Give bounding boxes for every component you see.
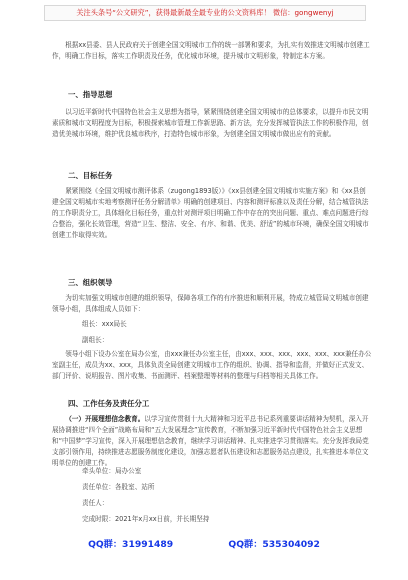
office-paragraph: 领导小组下设办公室在局办公室，由xxx兼任办公室主任，由xxx、xxx、xxx、xxx、xxx、xxx兼任办公室副主任，成员为xx、xxx，具体负责全局创建文明城市工作的组织、协调、指导和监督，并做好正式发文、部门评价、说明报告、图片收集、书面测评、档案整理等材料的整理与归档等相关具体工作。	[52, 350, 372, 380]
section-4-title: 四、工作任务及责任分工	[68, 399, 150, 408]
item-1-text: 以学习宣传贯彻十九大精神和习近平总书记系列重要讲话精神为契机，深入开展协调推进“四个全面”战略布局和“五大发展理念”宣传教育，不断加强习近平新时代中国特色社会主义思想和“中国梦”学习宣传，深入开展理想信念教育，继续学习讲话精神、扎实推进学习贯彻落实。充分发挥我局党支部引领作用，持续推进志愿服务制度化建设，加强志愿者队伍建设和志愿服务站点建设，扎实推进本单位文明单位的创建工作。	[52, 415, 369, 467]
section-3-title: 三、组织领导	[68, 278, 113, 287]
section-1-text: 以习近平新时代中国特色社会主义思想为指导，紧紧围绕创建全国文明城市的总体要求，以提升市民文明素质和城市文明程度为目标，积极探索城市管理工作新思路、新方法，充分发挥城管执法工作的积极作用，创造优美城市环境，维护优良城市秩序，打造特色城市形象，为创建全国文明城市做出应有的贡献。	[52, 108, 369, 138]
section-1-title: 一、指导思想	[68, 90, 113, 99]
intro-paragraph: 根据xx县委、县人民政府关于创建全国文明城市工作的统一部署和要求，为扎实有效推进文明城市创建工作，明确工作目标，落实工作职责及任务，优化城市环境，提升城市文明形象，特制定本方案。	[52, 41, 370, 60]
section-3-text: 为切实加强文明城市创建的组织领导，保障各项工作的有序推进和顺利开展，特成立城管局文明城市创建领导小组，具体组成人员如下：	[52, 294, 369, 313]
footer-qq-groups	[0, 537, 408, 553]
promo-banner[interactable]: 关注头条号“公文研究”，获得最新最全最专业的公文资料库！ 微信：gongwenyj	[44, 5, 366, 21]
lead-unit-line: 牵头单位：局办公室	[82, 467, 142, 475]
qq-group-1[interactable]: QQ群：31991489	[88, 539, 174, 550]
leader-line: 组长：xxx局长	[82, 320, 127, 328]
responsible-person-line: 责任人：	[82, 499, 109, 507]
qq-group-2[interactable]: QQ群：535304092	[228, 539, 320, 550]
section-2-text: 紧紧围绕《全国文明城市测评体系（zugong1893版）》《xx县创建全国文明城市实施方案》和《xx县创建全国文明城市实地考察测评任务分解清单》明确的创建项目、内容和测评标准以及责任分解，结合城管执法的工作职责分工，具体细化目标任务，重点针对测评项目明确工作中存在的突出问题、重点、难点问题进行综合整治，强化长效管理，营造“卫生、整洁、安全、有序、和谐、优美、舒适”的城市环境，确保全国文明城市创建工作取得实效。	[52, 187, 369, 239]
item-1-title: （一）开展理想信念教育。	[65, 415, 145, 423]
deadline-line: 完成时限：2021年x月xx日前，并长期坚持	[82, 515, 210, 523]
responsible-unit-line: 责任单位：各股室、站所	[82, 483, 155, 491]
item-1-paragraph	[52, 414, 372, 469]
section-2-title: 二、目标任务	[68, 171, 113, 180]
deputy-line: 副组长：	[82, 336, 109, 344]
